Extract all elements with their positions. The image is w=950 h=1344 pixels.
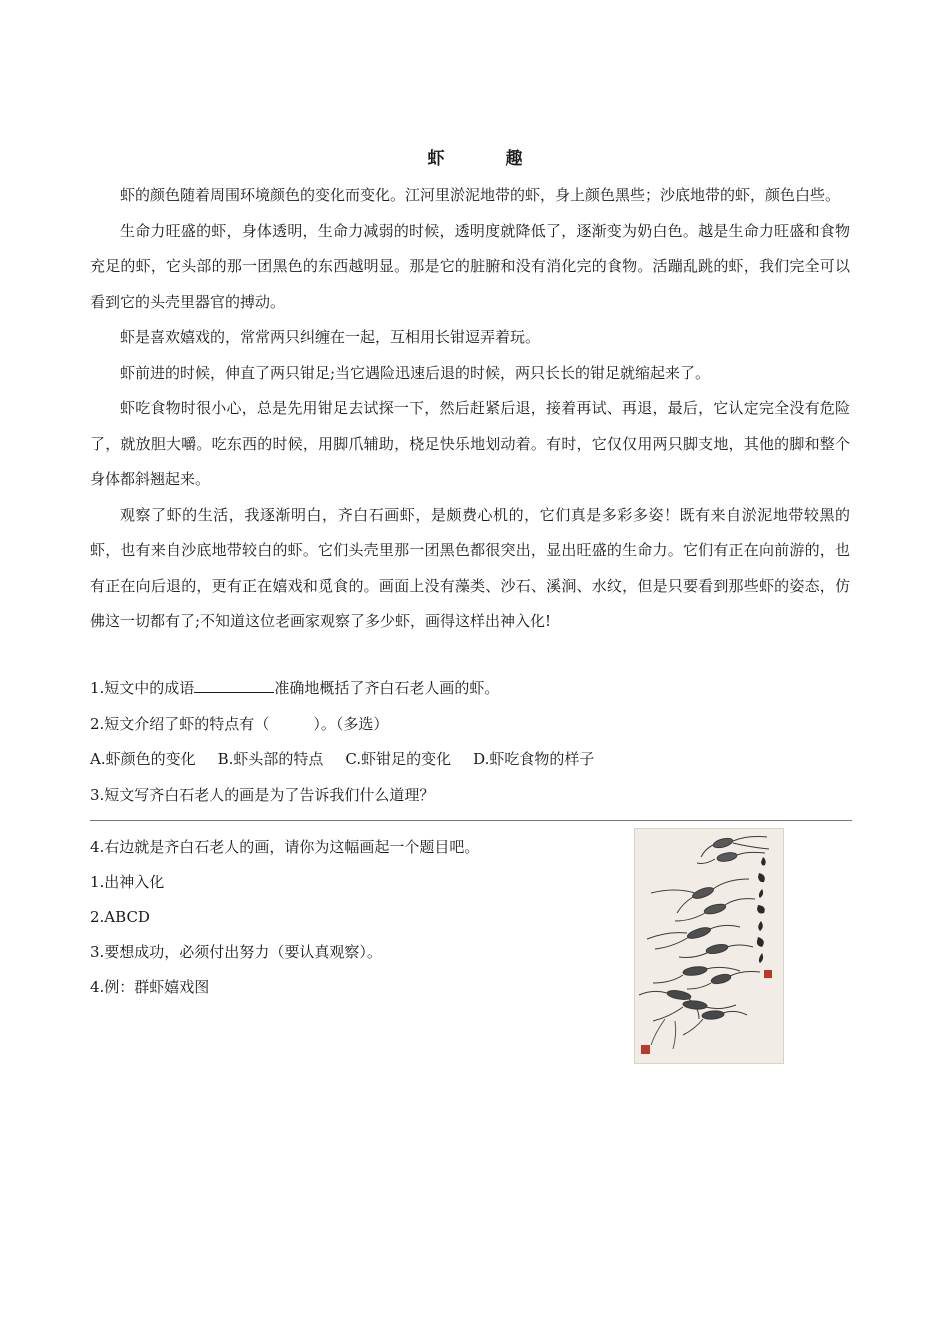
red-seal-top xyxy=(764,970,772,978)
paragraph: 虾前进的时候，伸直了两只钳足;当它遇险迅速后退的时候，两只长长的钳足就缩起来了。 xyxy=(120,363,711,382)
answer-2: 2.ABCD xyxy=(90,908,150,926)
question-list xyxy=(90,671,850,813)
answer-section xyxy=(90,830,610,1005)
question-2: 2.短文介绍了虾的特点有（ ）。（多选） xyxy=(90,714,389,733)
question-1: 1.短文中的成语 准确地概括了齐白石老人画的虾。 xyxy=(90,671,850,707)
shrimp-painting-image xyxy=(635,829,783,1063)
question-4: 4.右边就是齐白石老人的画，请你为这幅画起一个题目吧。 xyxy=(90,838,480,856)
question-3: 3.短文写齐白石老人的画是为了告诉我们什么道理？ xyxy=(90,785,435,804)
answer-blank[interactable] xyxy=(194,675,274,693)
paragraph: 虾吃食物时很小心，总是先用钳足去试探一下，然后赶紧后退，接着再试、再退，最后，它认定完全没有危险了，就放胆大嚼。吃东西的时候，用脚爪辅助，桡足快乐地划动着。有时，它仅仅用两只脚支地，其他的脚和整个身体都斜翘起来。 xyxy=(90,399,850,488)
passage-title: 虾 趣 xyxy=(427,149,545,169)
answer-1: 1.出神入化 xyxy=(90,873,165,891)
passage-body xyxy=(90,178,850,640)
section-divider xyxy=(90,820,852,821)
red-seal-bottom xyxy=(641,1045,650,1054)
option-a: A.虾颜色的变化 xyxy=(90,750,196,768)
answer-4: 4.例：群虾嬉戏图 xyxy=(90,978,210,996)
paragraph: 观察了虾的生活，我逐渐明白，齐白石画虾，是颇费心机的，它们真是多彩多姿！既有来自淤泥地带较黑的虾，也有来自沙底地带较白的虾。它们头壳里那一团黑色都很突出，显出旺盛的生命力。它们有正在向前游的，也有正在向后退的，更有正在嬉戏和觅食的。画面上没有藻类、沙石、溪涧、水纹，但是只要看到那些虾的姿态，仿佛这一切都有了;不知道这位老画家观察了多少虾，画得这样出神入化! xyxy=(90,505,850,630)
option-c: C.虾钳足的变化 xyxy=(345,750,452,768)
option-d: D.虾吃食物的样子 xyxy=(473,750,595,768)
paragraph: 虾的颜色随着周围环境颜色的变化而变化。江河里淤泥地带的虾，身上颜色黑些；沙底地带的虾，颜色白些。 xyxy=(120,186,841,204)
question-2-options xyxy=(90,742,850,778)
answer-3: 3.要想成功，必须付出努力（要认真观察）。 xyxy=(90,943,382,961)
paragraph: 生命力旺盛的虾，身体透明，生命力减弱的时候，透明度就降低了，逐渐变为奶白色。越是生命力旺盛和食物充足的虾，它头部的那一团黑色的东西越明显。那是它的脏腑和没有消化完的食物。活蹦乱跳的虾，我们完全可以看到它的头壳里器官的搏动。 xyxy=(90,221,850,311)
shrimp-painting xyxy=(634,828,784,1064)
paragraph: 虾是喜欢嬉戏的，常常两只纠缠在一起，互相用长钳逗弄着玩。 xyxy=(120,328,541,346)
option-b: B.虾头部的特点 xyxy=(217,750,324,768)
